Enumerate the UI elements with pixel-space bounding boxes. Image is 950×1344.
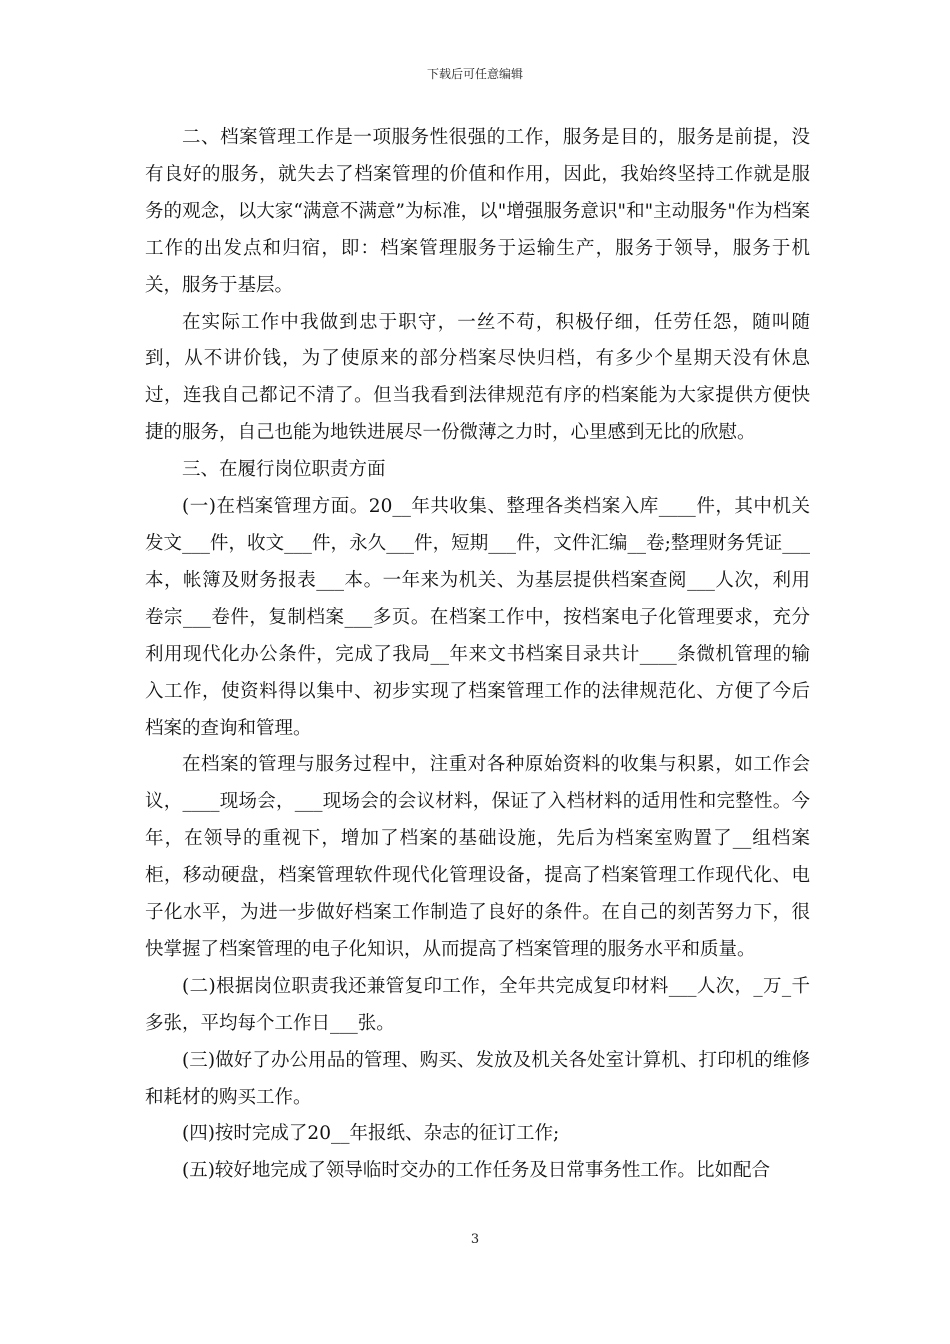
paragraph-subscriptions: (四)按时完成了20__年报纸、杂志的征订工作; bbox=[182, 1123, 560, 1145]
page-number: 3 bbox=[470, 1232, 480, 1247]
paragraph-dedication: 在实际工作中我做到忠于职守，一丝不苟，积极仔细，任劳任怨，随叫随到，从不讲价钱，为了使原来的部分档案尽快归档，有多少个星期天没有休息过，连我自己都记不清了。但当我看到法律规范有序的档案能为大家提供方便快捷的服务，自己也能为地铁进展尽一份微薄之力时，心里感到无比的欣慰。 bbox=[145, 311, 810, 444]
paragraph-office-supplies: (三)做好了办公用品的管理、购买、发放及机关各处室计算机、打印机的维修和耗材的购买工作。 bbox=[145, 1049, 810, 1108]
paragraph-archive-management: (一)在档案管理方面。20__年共收集、整理各类档案入库____件，其中机关发文___件，收文___件，永久___件，短期___件，文件汇编__卷;整理财务凭证___本，帐簿及财务报表___本。一年来为机关、为基层提供档案查阅___人次，利用卷宗___卷件，复制档案___多页。在档案工作中，按档案电子化管理要求，充分利用现代化办公条件，完成了我局__年来文书档案目录共计____条微机管理的输入工作，使资料得以集中、初步实现了档案管理工作的法律规范化、方便了今后档案的查询和管理。 bbox=[145, 496, 810, 739]
section-heading-duties: 三、在履行岗位职责方面 bbox=[182, 459, 386, 481]
paragraph-service-principle: 二、档案管理工作是一项服务性很强的工作，服务是目的，服务是前提，没有良好的服务，就失去了档案管理的价值和作用，因此，我始终坚持工作就是服务的观念，以大家“满意不满意”为标准，以"增强服务意识"和"主动服务"作为档案工作的出发点和归宿，即：档案管理服务于运输生产，服务于领导，服务于机关，服务于基层。 bbox=[145, 127, 810, 296]
paragraph-temporary-tasks: (五)较好地完成了领导临时交办的工作任务及日常事务性工作。比如配合 bbox=[182, 1160, 770, 1182]
paragraph-archive-service: 在档案的管理与服务过程中，注重对各种原始资料的收集与积累，如工作会议，____现场会，___现场会的会议材料，保证了入档材料的适用性和完整性。今年，在领导的重视下，增加了档案的基础设施，先后为档案室购置了__组档案柜，移动硬盘，档案管理软件现代化管理设备，提高了档案管理工作现代化、电子化水平，为进一步做好档案工作制造了良好的条件。在自己的刻苦努力下，很快掌握了档案管理的电子化知识，从而提高了档案管理的服务水平和质量。 bbox=[145, 754, 810, 960]
paragraph-copying-work: (二)根据岗位职责我还兼管复印工作，全年共完成复印材料___人次，_万_千多张，平均每个工作日___张。 bbox=[145, 975, 810, 1034]
document-body bbox=[145, 120, 810, 1190]
page-header: 下载后可任意编辑 bbox=[426, 67, 523, 81]
